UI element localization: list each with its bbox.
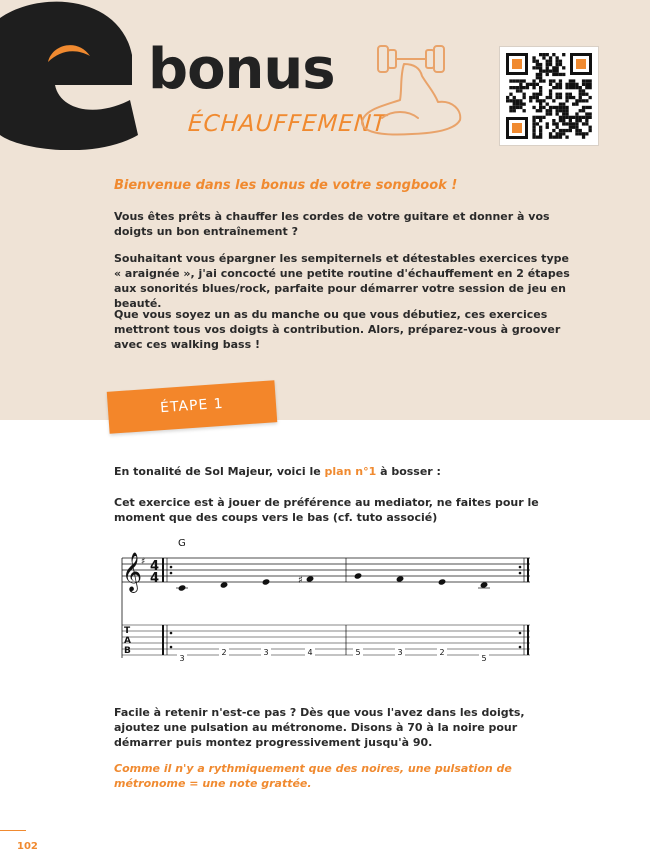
tab-fret-3: 3 — [263, 648, 269, 657]
tab-fret-7: 2 — [439, 648, 445, 657]
chord-symbol: G — [178, 538, 186, 549]
time-signature-top: 4 — [150, 559, 160, 574]
tab-label-a: A — [124, 636, 131, 646]
key-signature-sharp: ♯ — [141, 557, 146, 567]
note-5 — [354, 572, 363, 579]
repeat-start-tab — [163, 625, 172, 655]
metronome-note: Comme il n'y a rythmiquement que des noires, une pulsation de métronome = une note grattée. — [114, 762, 512, 790]
note-8 — [480, 581, 489, 588]
tab-frets — [177, 648, 489, 663]
music-score — [110, 533, 540, 668]
tab-fret-4: 4 — [307, 648, 313, 657]
plan-text-before: En tonalité de Sol Majeur, voici le — [114, 465, 325, 478]
note-6 — [396, 575, 405, 582]
step-plan-line — [114, 465, 441, 478]
step-label: ÉTAPE 1 — [159, 395, 225, 417]
tab-fret-8: 5 — [481, 654, 487, 663]
page-number-rule — [0, 830, 26, 831]
e-logo-icon — [0, 0, 140, 150]
page-title: bonus — [148, 37, 335, 102]
qr-code-icon — [499, 46, 599, 146]
treble-clef-icon: 𝄞 — [122, 552, 143, 592]
tab-label-b: B — [124, 646, 131, 656]
note-1 — [178, 584, 187, 591]
outro-paragraph: Facile à retenir n'est-ce pas ? Dès que vous l'avez dans les doigts, ajoutez une pulsation au métronome. Disons à 70 à la noire pour démarrer puis montez progressivement jusqu'à 90. — [114, 706, 525, 749]
note-4 — [306, 575, 315, 582]
page-subtitle: ÉCHAUFFEMENT — [187, 111, 388, 137]
page-number: 102 — [17, 841, 38, 852]
flexed-arm-dumbbell-icon — [352, 40, 472, 140]
intro-title: Bienvenue dans les bonus de votre songbook ! — [114, 178, 458, 193]
step-instruction: Cet exercice est à jouer de préférence au mediator, ne faites pour le moment que des coups vers le bas (cf. tuto associé) — [114, 496, 539, 524]
tab-fret-1: 3 — [179, 654, 185, 663]
note-2 — [220, 581, 229, 588]
intro-paragraph-1: Vous êtes prêts à chauffer les cordes de votre guitare et donner à vos doigts un bon entraînement ? — [114, 210, 550, 238]
tab-fret-6: 3 — [397, 648, 403, 657]
plan-highlight: plan n°1 — [324, 465, 377, 478]
time-signature-bottom: 4 — [150, 571, 160, 586]
repeat-end-tab — [519, 625, 528, 655]
tab-fret-2: 2 — [221, 648, 227, 657]
staff-lines — [122, 558, 530, 582]
plan-text-after: à bosser : — [376, 465, 441, 478]
tab-lines — [122, 625, 530, 655]
intro-paragraph-2: Souhaitant vous épargner les sempiternels et détestables exercices type « araignée », j'ai concocté une petite routine d'échauffement en 2 étapes aux sonorités blues/rock, parfaite pour démarrer votre session de jeu en beauté. — [114, 252, 570, 310]
note-7 — [438, 578, 447, 585]
note-3 — [262, 578, 271, 585]
tab-fret-5: 5 — [355, 648, 361, 657]
intro-paragraph-3: Que vous soyez un as du manche ou que vous débutiez, ces exercices mettront tous vos doigts à contribution. Alors, préparez-vous à groover avec ces walking bass ! — [114, 308, 561, 351]
tab-label-t: T — [124, 626, 131, 636]
note-4-sharp: ♯ — [298, 575, 303, 586]
